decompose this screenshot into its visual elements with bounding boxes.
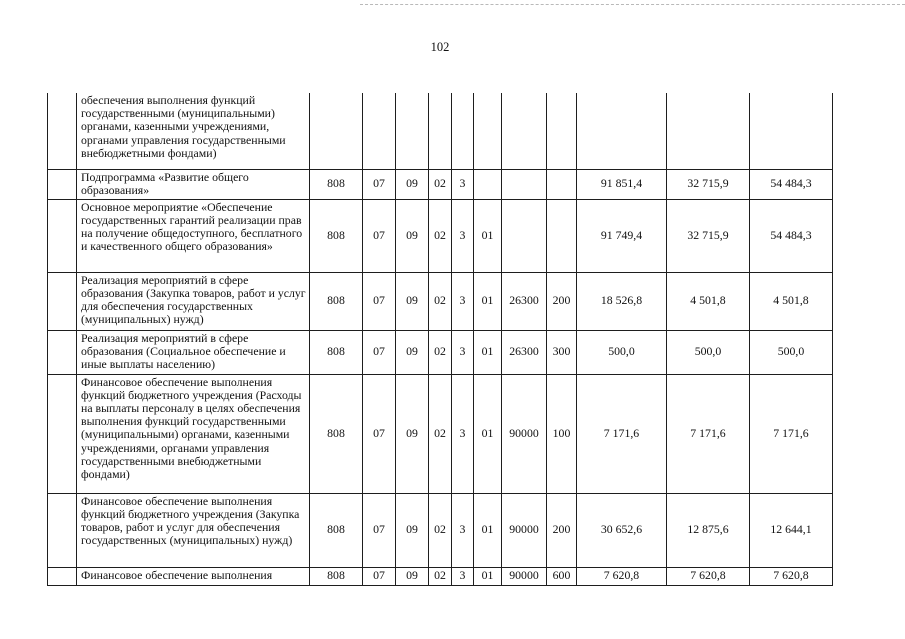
amount-1: 91 749,4 (577, 199, 667, 272)
subprogram-code: 3 (452, 169, 474, 199)
expense-type-code: 300 (547, 330, 577, 374)
amount-3: 7 171,6 (750, 374, 833, 493)
ministry-code: 808 (310, 330, 363, 374)
row-number-cell (48, 199, 77, 272)
ministry-code: 808 (310, 493, 363, 567)
subprogram-code: 3 (452, 567, 474, 585)
row-name: Реализация мероприятий в сфере образования (Социальное обеспечение и иные выплаты населению) (77, 330, 310, 374)
ministry-code: 808 (310, 169, 363, 199)
event-code: 01 (474, 567, 502, 585)
ministry-code: 808 (310, 272, 363, 330)
row-name: Финансовое обеспечение выполнения функций бюджетного учреждения (Закупка товаров, работ и услуг для обеспечения государственных (муниципальных) нужд) (77, 493, 310, 567)
direction-code (502, 93, 547, 169)
event-code (474, 93, 502, 169)
subprogram-code: 3 (452, 199, 474, 272)
subsection-code (396, 93, 429, 169)
row-number-cell (48, 169, 77, 199)
event-code: 01 (474, 272, 502, 330)
amount-3: 54 484,3 (750, 169, 833, 199)
row-number-cell (48, 93, 77, 169)
amount-2: 500,0 (667, 330, 750, 374)
row-name: Основное мероприятие «Обеспечение государственных гарантий реализации прав на получение общедоступного, бесплатного и качественного общего образования» (77, 199, 310, 272)
table-row (48, 93, 833, 169)
amount-2: 7 171,6 (667, 374, 750, 493)
amount-3: 12 644,1 (750, 493, 833, 567)
expense-type-code: 200 (547, 272, 577, 330)
amount-3: 500,0 (750, 330, 833, 374)
subsection-code: 09 (396, 272, 429, 330)
direction-code (502, 199, 547, 272)
amount-1: 7 620,8 (577, 567, 667, 585)
amount-1: 500,0 (577, 330, 667, 374)
section-code: 07 (363, 374, 396, 493)
expense-type-code: 100 (547, 374, 577, 493)
expense-type-code: 200 (547, 493, 577, 567)
row-name: Финансовое обеспечение выполнения функций бюджетного учреждения (Расходы на выплаты персоналу в целях обеспечения выполнения функций государственными (муниципальными) органами, казенными учреждениями, органами управления государственными внебюджетными фондами) (77, 374, 310, 493)
section-code: 07 (363, 199, 396, 272)
row-number-cell (48, 272, 77, 330)
event-code: 01 (474, 493, 502, 567)
row-name: Реализация мероприятий в сфере образования (Закупка товаров, работ и услуг для обеспечения государственных (муниципальных) нужд) (77, 272, 310, 330)
section-code: 07 (363, 169, 396, 199)
amount-2 (667, 93, 750, 169)
amount-3 (750, 93, 833, 169)
row-name: Подпрограмма «Развитие общего образования» (77, 169, 310, 199)
amount-1: 91 851,4 (577, 169, 667, 199)
row-name: обеспечения выполнения функций государственными (муниципальными) органами, казенными учреждениями, органами управления государственными внебюджетными фондами) (77, 93, 310, 169)
subsection-code: 09 (396, 493, 429, 567)
program-code: 02 (429, 374, 452, 493)
amount-1 (577, 93, 667, 169)
ministry-code: 808 (310, 199, 363, 272)
row-name: Финансовое обеспечение выполнения (77, 567, 310, 585)
ministry-code: 808 (310, 567, 363, 585)
amount-3: 7 620,8 (750, 567, 833, 585)
subprogram-code: 3 (452, 272, 474, 330)
amount-2: 32 715,9 (667, 169, 750, 199)
direction-code: 26300 (502, 272, 547, 330)
subprogram-code: 3 (452, 330, 474, 374)
amount-3: 4 501,8 (750, 272, 833, 330)
row-number-cell (48, 493, 77, 567)
amount-2: 4 501,8 (667, 272, 750, 330)
amount-2: 7 620,8 (667, 567, 750, 585)
section-code: 07 (363, 272, 396, 330)
section-code (363, 93, 396, 169)
program-code: 02 (429, 272, 452, 330)
table-row (48, 169, 833, 199)
subsection-code: 09 (396, 199, 429, 272)
subsection-code: 09 (396, 374, 429, 493)
amount-2: 32 715,9 (667, 199, 750, 272)
amount-3: 54 484,3 (750, 199, 833, 272)
event-code (474, 169, 502, 199)
table-row (48, 374, 833, 493)
expense-type-code (547, 93, 577, 169)
ministry-code: 808 (310, 374, 363, 493)
program-code: 02 (429, 169, 452, 199)
table-row (48, 199, 833, 272)
table-row (48, 567, 833, 585)
program-code: 02 (429, 493, 452, 567)
direction-code (502, 169, 547, 199)
subsection-code: 09 (396, 330, 429, 374)
amount-1: 7 171,6 (577, 374, 667, 493)
table-row (48, 330, 833, 374)
amount-2: 12 875,6 (667, 493, 750, 567)
expense-type-code (547, 169, 577, 199)
program-code: 02 (429, 330, 452, 374)
section-code: 07 (363, 330, 396, 374)
scan-edge-line (360, 4, 905, 5)
amount-1: 18 526,8 (577, 272, 667, 330)
program-code: 02 (429, 199, 452, 272)
subsection-code: 09 (396, 169, 429, 199)
subsection-code: 09 (396, 567, 429, 585)
table-row (48, 272, 833, 330)
expense-type-code (547, 199, 577, 272)
event-code: 01 (474, 374, 502, 493)
table-row (48, 493, 833, 567)
event-code: 01 (474, 330, 502, 374)
direction-code: 90000 (502, 567, 547, 585)
page-number: 102 (430, 40, 450, 54)
section-code: 07 (363, 493, 396, 567)
section-code: 07 (363, 567, 396, 585)
direction-code: 90000 (502, 374, 547, 493)
program-code (429, 93, 452, 169)
expense-type-code: 600 (547, 567, 577, 585)
ministry-code (310, 93, 363, 169)
amount-1: 30 652,6 (577, 493, 667, 567)
direction-code: 90000 (502, 493, 547, 567)
program-code: 02 (429, 567, 452, 585)
budget-table (47, 93, 833, 586)
row-number-cell (48, 330, 77, 374)
subprogram-code (452, 93, 474, 169)
subprogram-code: 3 (452, 374, 474, 493)
direction-code: 26300 (502, 330, 547, 374)
row-number-cell (48, 567, 77, 585)
subprogram-code: 3 (452, 493, 474, 567)
row-number-cell (48, 374, 77, 493)
event-code: 01 (474, 199, 502, 272)
